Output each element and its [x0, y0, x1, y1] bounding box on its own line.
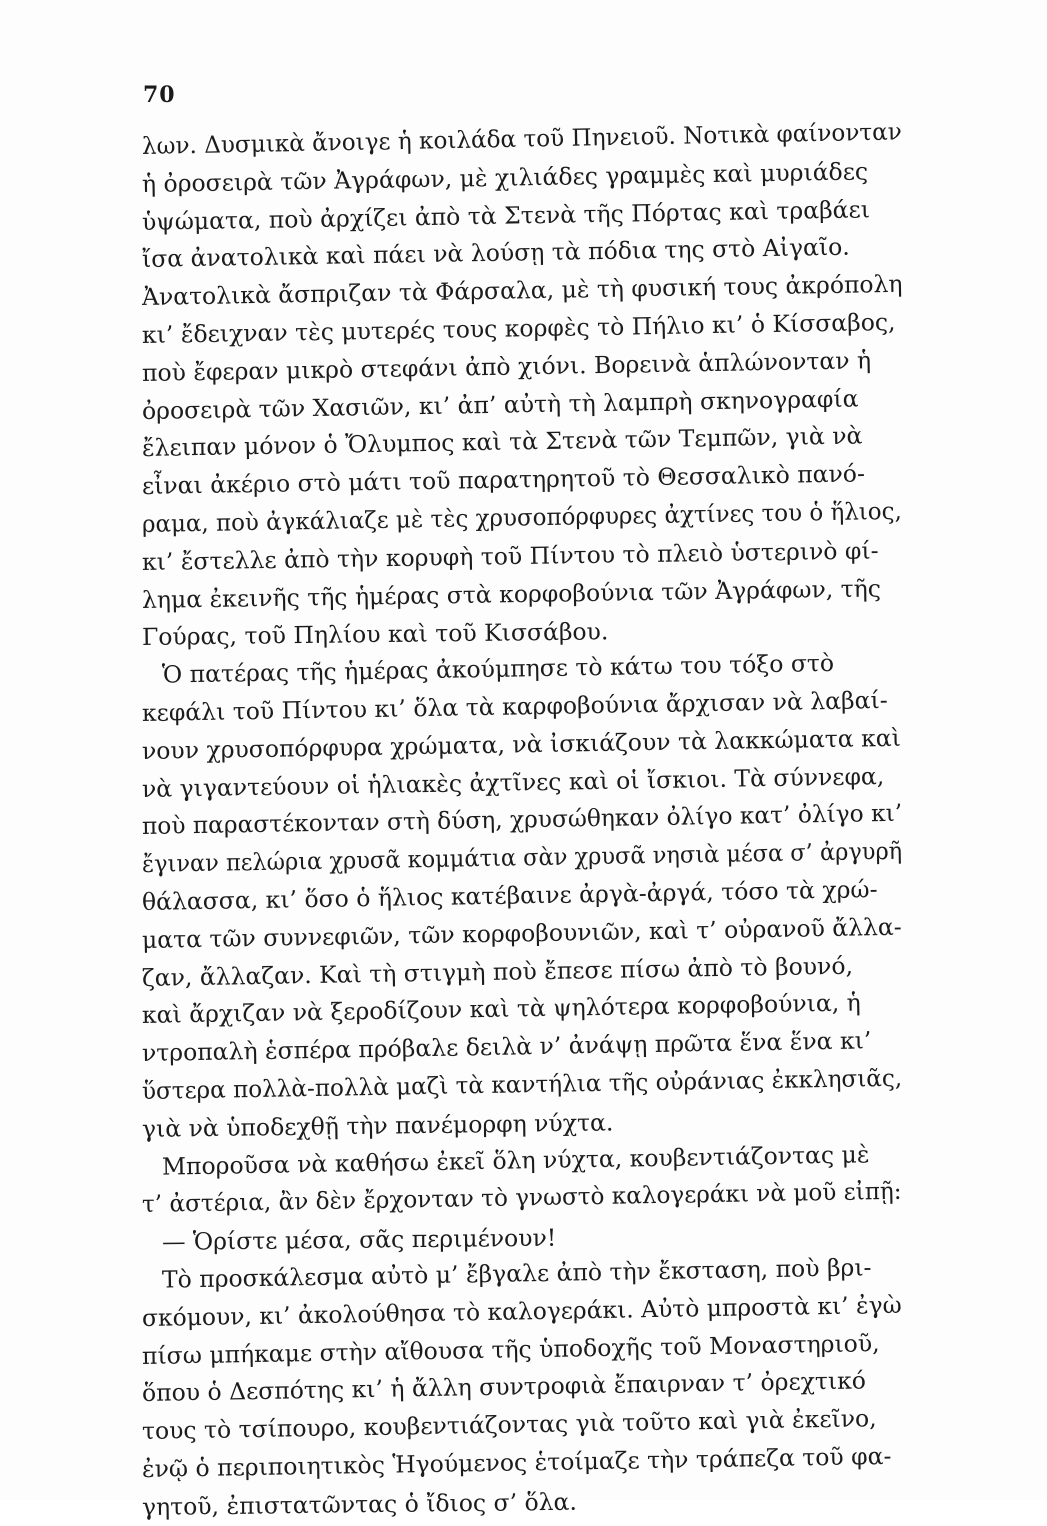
paragraph-first-line: Μποροῦσα νὰ καθήσω ἐκεῖ ὅλη νύχτα, κουβεντιάζοντας μὲ	[161, 1139, 870, 1181]
text-line: λημα ἐκεινῆς τῆς ἡμέρας στὰ κορφοβούνια τῶν Ἀγράφων, τῆς	[141, 573, 882, 614]
text-line: Ἀνατολικὰ ἄσπριζαν τὰ Φάρσαλα, μὲ τὴ φυσική τους ἀκρόπολη	[141, 269, 903, 312]
text-line: ἐνῷ ὁ περιποιητικὸς Ἡγούμενος ἑτοίμαζε τὴν τράπεζα τοῦ φα-	[141, 1441, 892, 1483]
page-number: 70	[143, 82, 176, 108]
text-line: ἴσα ἀνατολικὰ καὶ πάει νὰ λούσῃ τὰ πόδια της στὸ Αἰγαῖο.	[141, 233, 850, 274]
text-line: ποὺ ἔφεραν μικρὸ στεφάνι ἀπὸ χιόνι. Βορεινὰ ἁπλώνονταν ἡ	[141, 346, 872, 387]
text-line: τ’ ἀστέρια, ἂν δὲν ἔρχονταν τὸ γνωστὸ καλογεράκι νὰ μοῦ εἰπῇ:	[141, 1177, 902, 1219]
text-line: καὶ ἄρχιζαν νὰ ξεροδίζουν καὶ τὰ ψηλότερα κορφοβούνια, ἡ	[141, 988, 861, 1030]
text-line: γητοῦ, ἐπιστατῶντας ὁ ἴδιος σ’ ὅλα.	[141, 1487, 578, 1521]
text-line: τους τὸ τσίπουρο, κουβεντιάζοντας γιὰ τοῦτο καὶ γιὰ ἐκεῖνο,	[141, 1404, 877, 1446]
paragraph-first-line: Τὸ προσκάλεσμα αὐτὸ μ’ ἔβγαλε ἀπὸ τὴν ἔκσταση, ποὺ βρι-	[161, 1253, 872, 1294]
text-line: ματα τῶν συννεφιῶν, τῶν κορφοβουνιῶν, καὶ τ’ οὐρανοῦ ἄλλα-	[141, 912, 902, 954]
text-line: κεφάλι τοῦ Πίντου κι’ ὅλα τὰ καρφοβούνια ἄρχισαν νὰ λαβαί-	[141, 685, 888, 727]
text-line: κι’ ἔστελλε ἀπὸ τὴν κορυφὴ τοῦ Πίντου τὸ πλειὸ ὑστερινὸ φί-	[141, 536, 879, 576]
text-line: ραμα, ποὺ ἀγκάλιαζε μὲ τὲς χρυσοπόρφυρες ἀχτίνες του ὁ ἥλιος,	[141, 496, 902, 538]
text-line: λων. Δυσμικὰ ἄνοιγε ἡ κοιλάδα τοῦ Πηνειοῦ. Νοτικὰ φαίνονταν	[141, 117, 903, 160]
paragraph-first-line: Ὁ πατέρας τῆς ἡμέρας ἀκούμπησε τὸ κάτω του τόξο στὸ	[161, 649, 835, 689]
text-line: ὑψώματα, ποὺ ἀρχίζει ἀπὸ τὰ Στενὰ τῆς Πόρτας καὶ τραβάει	[141, 194, 871, 236]
text-line: πίσω μπήκαμε στὴν αἴθουσα τῆς ὑποδοχῆς τοῦ Μοναστηριοῦ,	[141, 1328, 880, 1370]
text-line: νὰ γιγαντεύουν οἱ ἡλιακὲς ἀχτῖνες καὶ οἱ ἴσκιοι. Τὰ σύννεφα,	[141, 761, 885, 803]
text-line: ἡ ὀροσειρὰ τῶν Ἀγράφων, μὲ χιλιάδες γραμμὲς καὶ μυριάδες	[141, 157, 869, 198]
text-line: ὕστερα πολλὰ-πολλὰ μαζὶ τὰ καντήλια τῆς οὐράνιας ἐκκλησιᾶς,	[141, 1063, 903, 1105]
text-line: γιὰ νὰ ὑποδεχθῇ τὴν πανέμορφη νύχτα.	[141, 1108, 614, 1143]
text-line: Γούρας, τοῦ Πηλίου καὶ τοῦ Κισσάβου.	[141, 617, 609, 652]
text-line: νουν χρυσοπόρφυρα χρώματα, νὰ ἰσκιάζουν τὰ λακκώματα καὶ	[141, 723, 902, 765]
text-line: κι’ ἔδειχναν τὲς μυτερές τους κορφὲς τὸ Πήλιο κι’ ὁ Κίσσαβος,	[141, 307, 896, 349]
body-text	[141, 117, 903, 1526]
text-line: ὀροσειρὰ τῶν Χασιῶν, κι’ ἀπ’ αὐτὴ τὴ λαμπρὴ σκηνογραφία	[141, 384, 859, 425]
text-line: εἶναι ἀκέριο στὸ μάτι τοῦ παρατηρητοῦ τὸ Θεσσαλικὸ πανό-	[141, 459, 866, 501]
text-line: ἔγιναν πελώρια χρυσᾶ κομμάτια σὰν χρυσᾶ νησιὰ μέσα σ’ ἀργυρῆ	[141, 836, 903, 879]
text-line: θάλασσα, κι’ ὅσο ὁ ἥλιος κατέβαινε ἀργὰ-ἀργά, τόσο τὰ χρώ-	[141, 875, 878, 916]
text-line: ποὺ παραστέκονταν στὴ δύση, χρυσώθηκαν ὀλίγο κατ’ ὀλίγο κι’	[141, 799, 903, 841]
text-line: σκόμουν, κι’ ἀκολούθησα τὸ καλογεράκι. Αὐτὸ μπροστὰ κι’ ἐγὼ	[141, 1290, 902, 1332]
dialogue-line: — Ὁρίστε μέσα, σᾶς περιμένουν!	[161, 1223, 557, 1256]
text-line: ἔλειπαν μόνον ὁ Ὄλυμπος καὶ τὰ Στενὰ τῶν Τεμπῶν, γιὰ νὰ	[141, 421, 863, 463]
text-line: ζαν, ἄλλαζαν. Καὶ τὴ στιγμὴ ποὺ ἔπεσε πίσω ἀπὸ τὸ βουνό,	[141, 951, 854, 992]
text-line: ὅπου ὁ Δεσπότης κι’ ἡ ἄλλη συντροφιὰ ἔπαιρναν τ’ ὀρεχτικό	[141, 1366, 867, 1408]
text-line: ντροπαλὴ ἑσπέρα πρόβαλε δειλὰ ν’ ἀνάψῃ πρῶτα ἕνα ἕνα κι’	[141, 1026, 872, 1068]
